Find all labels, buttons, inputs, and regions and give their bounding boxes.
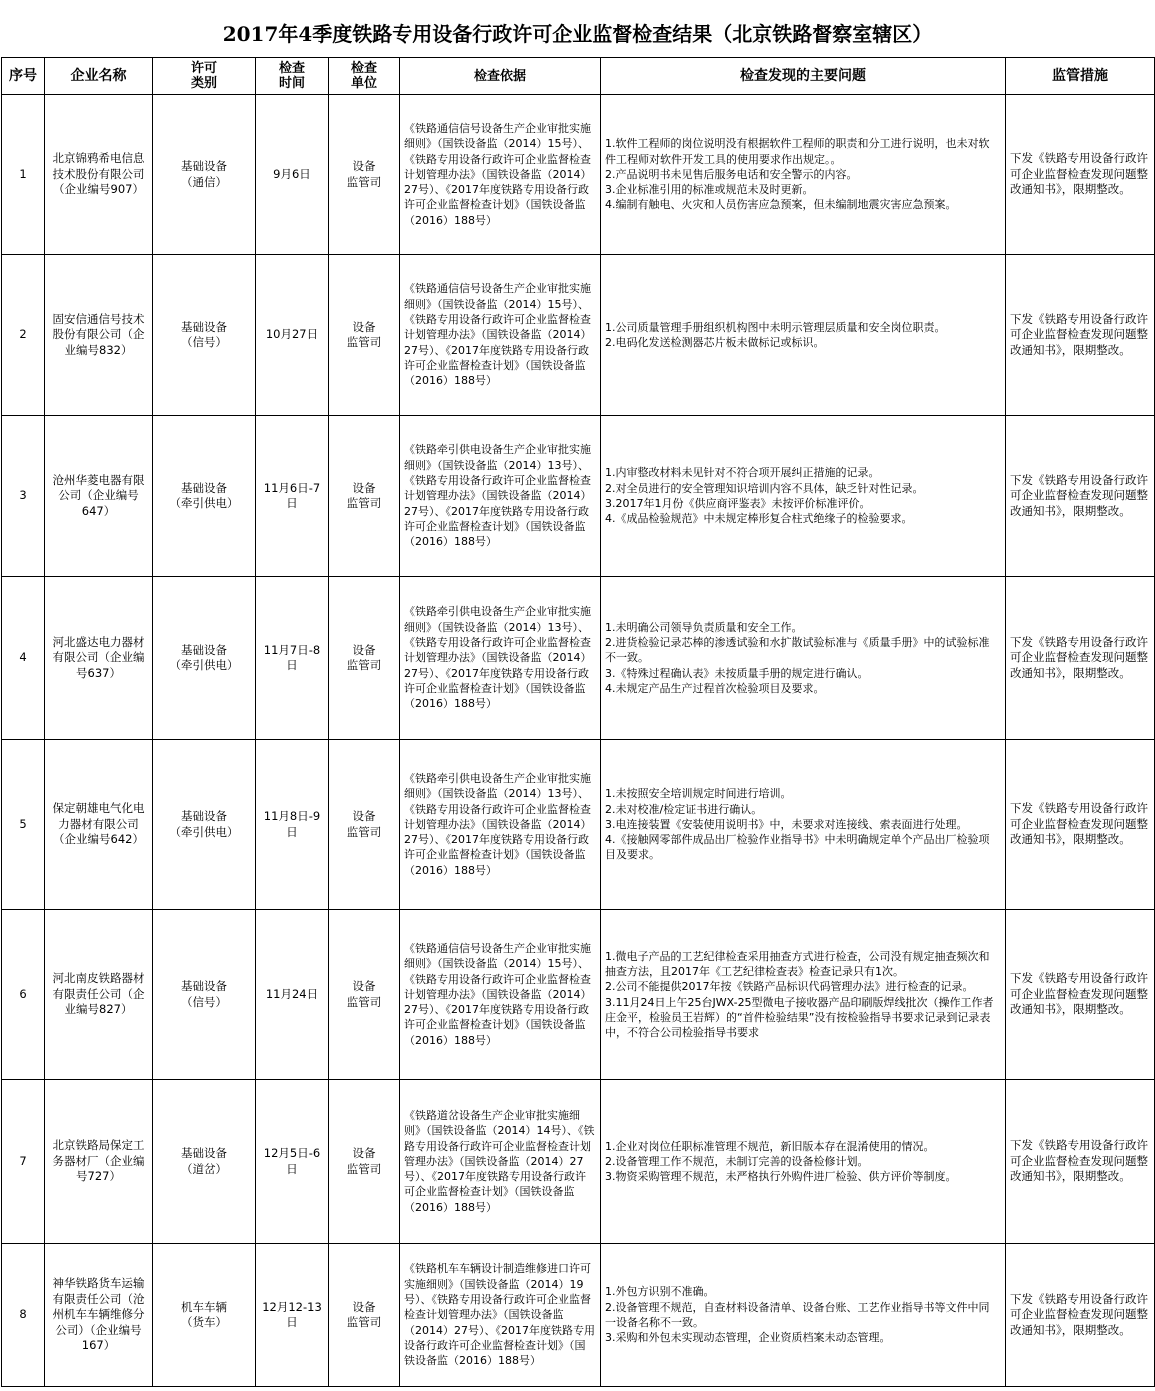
cell-regulatory-measure: 下发《铁路专用设备行政许可企业监督检查发现问题整改通知书》，限期整改。 xyxy=(1006,910,1155,1080)
issue-item: 1.公司质量管理手册组织机构图中未明示管理层质量和安全岗位职责。 xyxy=(605,320,946,334)
cell-seq: 4 xyxy=(2,577,45,740)
cell-inspection-basis: 《铁路道岔设备生产企业审批实施细则》（国铁设备监（2014）14号）、《铁路专用设备行政许可企业监督检查计划管理办法》（国铁设备监（2014）27号）、《2017年度铁路专用设备行政许可企业监督检查计划》（国铁设备监（2016）188号） xyxy=(400,1080,601,1244)
cell-inspection-time: 11月7日-8日 xyxy=(256,577,329,740)
cell-license-type: 基础设备 （信号） xyxy=(153,255,256,416)
issue-item: 4.《成品检验规范》中未规定棒形复合柱式绝缘子的检验要求。 xyxy=(605,512,913,526)
cell-inspection-time: 11月6日-7日 xyxy=(256,416,329,577)
issue-item: 1.软件工程师的岗位说明没有根据软件工程师的职责和分工进行说明，也未对软件工程师对软件开发工具的使用要求作出规定。。 xyxy=(605,137,990,166)
table-row-4 xyxy=(2,577,1155,740)
cell-inspection-basis: 《铁路通信信号设备生产企业审批实施细则》（国铁设备监（2014）15号）、《铁路专用设备行政许可企业监督检查计划管理办法》（国铁设备监（2014）27号）、《2017年度铁路专用设备行政许可企业监督检查计划》（国铁设备监（2016）188号） xyxy=(400,95,601,255)
cell-company: 河北南皮铁路器材有限责任公司（企业编号827） xyxy=(45,910,153,1080)
cell-inspection-time: 11月8日-9日 xyxy=(256,740,329,910)
cell-inspection-time: 9月6日 xyxy=(256,95,329,255)
cell-license-type: 机车车辆 （货车） xyxy=(153,1244,256,1387)
issue-item: 3.电连接装置《安装使用说明书》中，未要求对连接线、索表面进行处理。 xyxy=(605,817,968,831)
cell-inspection-basis: 《铁路牵引供电设备生产企业审批实施细则》（国铁设备监（2014）13号）、《铁路专用设备行政许可企业监督检查计划管理办法》（国铁设备监（2014）27号）、《2017年度铁路专用设备行政许可企业监督检查计划》（国铁设备监（2016）188号） xyxy=(400,416,601,577)
issue-item: 1.未按照安全培训规定时间进行培训。 xyxy=(605,787,792,801)
issue-item: 2.设备管理不规范，自查材料设备清单、设备台账、工艺作业指导书等文件中同一设备名称不一致。 xyxy=(605,1300,990,1329)
cell-license-type: 基础设备 （牵引供电） xyxy=(153,416,256,577)
cell-inspection-time: 10月27日 xyxy=(256,255,329,416)
cell-company: 固安信通信号技术股份有限公司（企业编号832） xyxy=(45,255,153,416)
cell-inspection-basis: 《铁路牵引供电设备生产企业审批实施细则》（国铁设备监（2014）13号）、《铁路专用设备行政许可企业监督检查计划管理办法》（国铁设备监（2014）27号）、《2017年度铁路专用设备行政许可企业监督检查计划》（国铁设备监（2016）188号） xyxy=(400,740,601,910)
issue-item: 2.公司不能提供2017年按《铁路产品标识代码管理办法》进行检查的记录。 xyxy=(605,980,974,994)
issue-item: 3.采购和外包未实现动态管理，企业资质档案未动态管理。 xyxy=(605,1331,891,1345)
cell-company: 北京锦鸦希电信息技术股份有限公司（企业编号907） xyxy=(45,95,153,255)
table-row-6 xyxy=(2,910,1155,1080)
header-license-type: 许可 类别 xyxy=(153,58,256,95)
cell-company: 保定朝雄电气化电力器材有限公司（企业编号642） xyxy=(45,740,153,910)
page-title: 2017年4季度铁路专用设备行政许可企业监督检查结果（北京铁路督察室辖区） xyxy=(222,22,933,46)
table-row-1 xyxy=(2,95,1155,255)
header-inspection-unit: 检查 单位 xyxy=(329,58,400,95)
cell-inspection-basis: 《铁路牵引供电设备生产企业审批实施细则》（国铁设备监（2014）13号）、《铁路专用设备行政许可企业监督检查计划管理办法》（国铁设备监（2014）27号）、《2017年度铁路专用设备行政许可企业监督检查计划》（国铁设备监（2016）188号） xyxy=(400,577,601,740)
cell-seq: 3 xyxy=(2,416,45,577)
issue-item: 1.企业对岗位任职标准管理不规范，新旧版本存在混淆使用的情况。 xyxy=(605,1139,935,1153)
cell-seq: 8 xyxy=(2,1244,45,1387)
cell-inspection-unit: 设备 监管司 xyxy=(329,740,400,910)
issue-item: 2.未对校准/检定证书进行确认。 xyxy=(605,802,763,816)
cell-seq: 6 xyxy=(2,910,45,1080)
issue-item: 1.外包方识别不准确。 xyxy=(605,1285,715,1299)
cell-license-type: 基础设备 （通信） xyxy=(153,95,256,255)
issue-item: 3.《特殊过程确认表》未按质量手册的规定进行确认。 xyxy=(605,666,869,680)
cell-inspection-basis: 《铁路通信信号设备生产企业审批实施细则》（国铁设备监（2014）15号）、《铁路专用设备行政许可企业监督检查计划管理办法》（国铁设备监（2014）27号）、《2017年度铁路专用设备行政许可企业监督检查计划》（国铁设备监（2016）188号） xyxy=(400,255,601,416)
cell-inspection-time: 12月12-13日 xyxy=(256,1244,329,1387)
issue-item: 3.2017年1月份《供应商评鉴表》未按评价标准评价。 xyxy=(605,497,871,510)
cell-regulatory-measure: 下发《铁路专用设备行政许可企业监督检查发现问题整改通知书》，限期整改。 xyxy=(1006,577,1155,740)
issue-item: 4.《接触网零部件成品出厂检验作业指导书》中未明确规定单个产品出厂检验项目及要求。 xyxy=(605,833,990,862)
table-row-8 xyxy=(2,1244,1155,1387)
issue-item: 4.未规定产品生产过程首次检验项目及要求。 xyxy=(605,681,825,695)
cell-inspection-unit: 设备 监管司 xyxy=(329,255,400,416)
header-row xyxy=(2,58,1155,95)
issue-item: 2.设备管理工作不规范，未制订完善的设备检修计划。 xyxy=(605,1154,869,1168)
header-main-issues: 检查发现的主要问题 xyxy=(601,58,1006,95)
table-row-7 xyxy=(2,1080,1155,1244)
cell-main-issues xyxy=(601,1244,1006,1387)
cell-main-issues xyxy=(601,416,1006,577)
cell-seq: 5 xyxy=(2,740,45,910)
cell-company: 神华铁路货车运输有限责任公司（沧州机车车辆维修分公司）（企业编号167） xyxy=(45,1244,153,1387)
cell-inspection-basis: 《铁路通信信号设备生产企业审批实施细则》（国铁设备监（2014）15号）、《铁路专用设备行政许可企业监督检查计划管理办法》（国铁设备监（2014）27号）、《2017年度铁路专用设备行政许可企业监督检查计划》（国铁设备监（2016）188号） xyxy=(400,910,601,1080)
cell-license-type: 基础设备 （牵引供电） xyxy=(153,577,256,740)
table-row-2 xyxy=(2,255,1155,416)
table-row-5 xyxy=(2,740,1155,910)
inspection-results-table xyxy=(1,57,1155,1387)
cell-inspection-time: 11月24日 xyxy=(256,910,329,1080)
issue-item: 1.微电子产品的工艺纪律检查采用抽查方式进行检查，公司没有规定抽查频次和抽查方法，且2017年《工艺纪律检查表》检查记录只有1次。 xyxy=(605,949,990,978)
cell-regulatory-measure: 下发《铁路专用设备行政许可企业监督检查发现问题整改通知书》，限期整改。 xyxy=(1006,740,1155,910)
cell-main-issues xyxy=(601,740,1006,910)
cell-inspection-basis: 《铁路机车车辆设计制造维修进口许可实施细则》（国铁设备监（2014）19号）、《铁路专用设备行政许可企业监督检查计划管理办法》（国铁设备监（2014）27号）、《2017年度铁路专用设备行政许可企业监督检查计划》（国铁设备监（2016）188号） xyxy=(400,1244,601,1387)
issue-item: 3.物资采购管理不规范，未严格执行外购件进厂检验、供方评价等制度。 xyxy=(605,1170,957,1184)
cell-inspection-unit: 设备 监管司 xyxy=(329,910,400,1080)
header-inspection-time: 检查 时间 xyxy=(256,58,329,95)
cell-regulatory-measure: 下发《铁路专用设备行政许可企业监督检查发现问题整改通知书》，限期整改。 xyxy=(1006,416,1155,577)
cell-company: 河北盛达电力器材有限公司（企业编号637） xyxy=(45,577,153,740)
header-seq: 序号 xyxy=(2,58,45,95)
cell-company: 北京铁路局保定工务器材厂（企业编号727） xyxy=(45,1080,153,1244)
cell-main-issues xyxy=(601,1080,1006,1244)
issue-item: 2.电码化发送检测器芯片板未做标记或标识。 xyxy=(605,336,825,349)
cell-regulatory-measure: 下发《铁路专用设备行政许可企业监督检查发现问题整改通知书》，限期整改。 xyxy=(1006,1080,1155,1244)
cell-main-issues xyxy=(601,255,1006,416)
cell-main-issues xyxy=(601,577,1006,740)
issue-item: 3.企业标准引用的标准或规范未及时更新。 xyxy=(605,183,814,197)
cell-regulatory-measure: 下发《铁路专用设备行政许可企业监督检查发现问题整改通知书》，限期整改。 xyxy=(1006,95,1155,255)
header-inspection-basis: 检查依据 xyxy=(400,58,601,95)
cell-license-type: 基础设备 （信号） xyxy=(153,910,256,1080)
header-regulatory-measures: 监管措施 xyxy=(1006,58,1155,95)
cell-inspection-unit: 设备 监管司 xyxy=(329,1244,400,1387)
cell-license-type: 基础设备 （牵引供电） xyxy=(153,740,256,910)
cell-seq: 7 xyxy=(2,1080,45,1244)
header-company: 企业名称 xyxy=(45,58,153,95)
issue-item: 4.编制有触电、火灾和人员伤害应急预案，但未编制地震灾害应急预案。 xyxy=(605,198,957,212)
issue-item: 1.内审整改材料未见针对不符合项开展纠正措施的记录。 xyxy=(605,466,880,480)
cell-inspection-unit: 设备 监管司 xyxy=(329,95,400,255)
cell-seq: 2 xyxy=(2,255,45,416)
cell-inspection-unit: 设备 监管司 xyxy=(329,577,400,740)
cell-regulatory-measure: 下发《铁路专用设备行政许可企业监督检查发现问题整改通知书》，限期整改。 xyxy=(1006,255,1155,416)
issue-item: 2.对全员进行的安全管理知识培训内容不具体，缺乏针对性记录。 xyxy=(605,481,924,495)
issue-item: 2.进货检验记录芯棒的渗透试验和水扩散试验标准与《质量手册》中的试验标准不一致。 xyxy=(605,636,990,665)
cell-inspection-unit: 设备 监管司 xyxy=(329,416,400,577)
issue-item: 1.未明确公司领导负责质量和安全工作。 xyxy=(605,620,803,634)
cell-main-issues xyxy=(601,95,1006,255)
issue-item: 3.11月24日上午25台JWX-25型微电子接收器产品印刷版焊线批次（操作工作者庄金平，检验员王岩辉）的“首件检验结果”没有按检验指导书要求记录到记录表中，不符合公司检验指导书要求 xyxy=(605,995,994,1040)
cell-inspection-time: 12月5日-6日 xyxy=(256,1080,329,1244)
table-row-3 xyxy=(2,416,1155,577)
cell-main-issues xyxy=(601,910,1006,1080)
cell-seq: 1 xyxy=(2,95,45,255)
cell-inspection-unit: 设备 监管司 xyxy=(329,1080,400,1244)
cell-company: 沧州华菱电器有限公司（企业编号647） xyxy=(45,416,153,577)
cell-license-type: 基础设备 （道岔） xyxy=(153,1080,256,1244)
issue-item: 2.产品说明书未见售后服务电话和安全警示的内容。 xyxy=(605,167,858,181)
cell-regulatory-measure: 下发《铁路专用设备行政许可企业监督检查发现问题整改通知书》，限期整改。 xyxy=(1006,1244,1155,1387)
